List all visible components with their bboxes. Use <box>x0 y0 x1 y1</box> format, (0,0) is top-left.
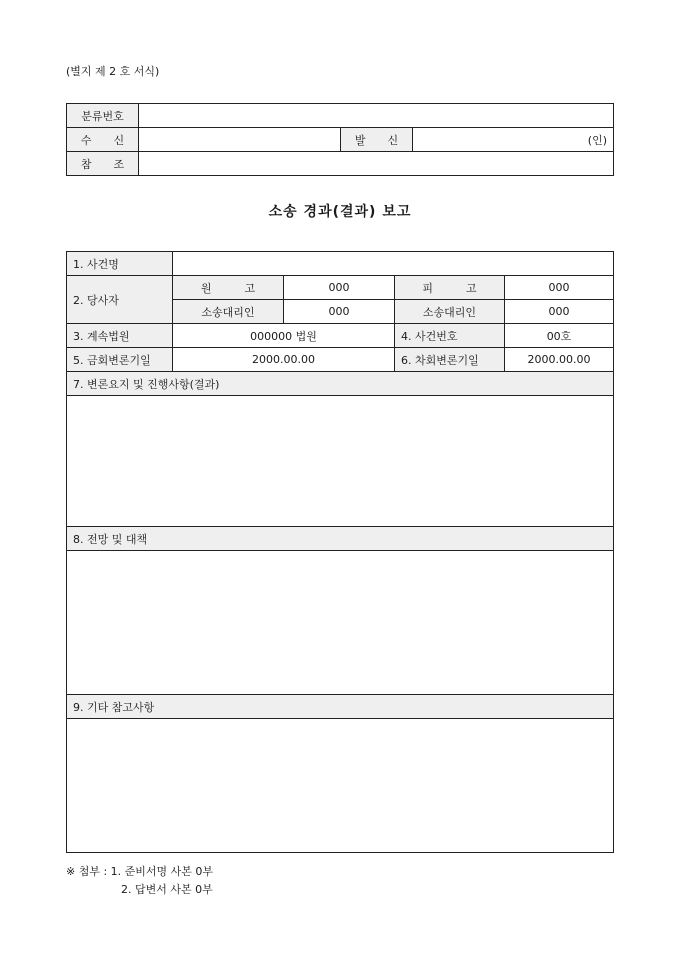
next-pleading-date-label: 6. 차회변론기일 <box>395 348 505 372</box>
dates-row <box>67 348 614 372</box>
sender-field[interactable] <box>413 128 614 152</box>
case-name-field[interactable] <box>173 252 614 276</box>
routing-table <box>66 103 614 176</box>
recipient-field[interactable] <box>139 128 341 152</box>
plaintiff-field[interactable]: 000 <box>284 276 395 300</box>
attachment-line-2: 2. 답변서 사본 0부 <box>121 883 213 896</box>
report-table <box>66 251 614 853</box>
next-pleading-date-field[interactable]: 2000.00.00 <box>505 348 614 372</box>
court-label: 3. 계속법원 <box>67 324 173 348</box>
defendant-agent-field[interactable]: 000 <box>505 300 614 324</box>
court-field[interactable]: 000000 법원 <box>173 324 395 348</box>
section-9-header-row <box>67 695 614 719</box>
plaintiff-agent-label: 소송대리인 <box>173 300 284 324</box>
reference-label: 참 조 <box>67 152 139 176</box>
section-7-text-area[interactable] <box>67 396 614 527</box>
attachments-note <box>66 863 213 899</box>
form-number-label: (별지 제 2 호 서식) <box>66 65 160 78</box>
document-title: 소송 경과(결과) 보고 <box>268 204 412 220</box>
section-8-text-area[interactable] <box>67 551 614 695</box>
section-8-body-row <box>67 551 614 695</box>
defendant-agent-label: 소송대리인 <box>395 300 505 324</box>
sender-label: 발 신 <box>341 128 413 152</box>
section-8-heading: 8. 전망 및 대책 <box>67 527 614 551</box>
classification-row <box>67 104 614 128</box>
case-name-row <box>67 252 614 276</box>
section-7-body-row <box>67 396 614 527</box>
section-8-header-row <box>67 527 614 551</box>
section-9-text-area[interactable] <box>67 719 614 853</box>
section-9-body-row <box>67 719 614 853</box>
plaintiff-label: 원 고 <box>173 276 284 300</box>
attachment-line-1: ※ 첨부 : 1. 준비서명 사본 0부 <box>66 865 214 878</box>
parties-label: 2. 당사자 <box>67 276 173 324</box>
classification-number-label: 분류번호 <box>67 104 139 128</box>
case-number-field[interactable]: 00호 <box>505 324 614 348</box>
classification-number-field[interactable] <box>139 104 614 128</box>
current-pleading-date-label: 5. 금회변론기일 <box>67 348 173 372</box>
defendant-label: 피 고 <box>395 276 505 300</box>
reference-field[interactable] <box>139 152 614 176</box>
case-name-label: 1. 사건명 <box>67 252 173 276</box>
plaintiff-agent-field[interactable]: 000 <box>284 300 395 324</box>
section-7-header-row <box>67 372 614 396</box>
case-number-label: 4. 사건번호 <box>395 324 505 348</box>
defendant-field[interactable]: 000 <box>505 276 614 300</box>
recipient-label: 수 신 <box>67 128 139 152</box>
seal-mark: (인) <box>587 133 608 147</box>
reference-row <box>67 152 614 176</box>
current-pleading-date-field[interactable]: 2000.00.00 <box>173 348 395 372</box>
section-7-heading: 7. 변론요지 및 진행사항(결과) <box>67 372 614 396</box>
recipient-sender-row <box>67 128 614 152</box>
court-row <box>67 324 614 348</box>
parties-row-1 <box>67 276 614 300</box>
section-9-heading: 9. 기타 참고사항 <box>67 695 614 719</box>
